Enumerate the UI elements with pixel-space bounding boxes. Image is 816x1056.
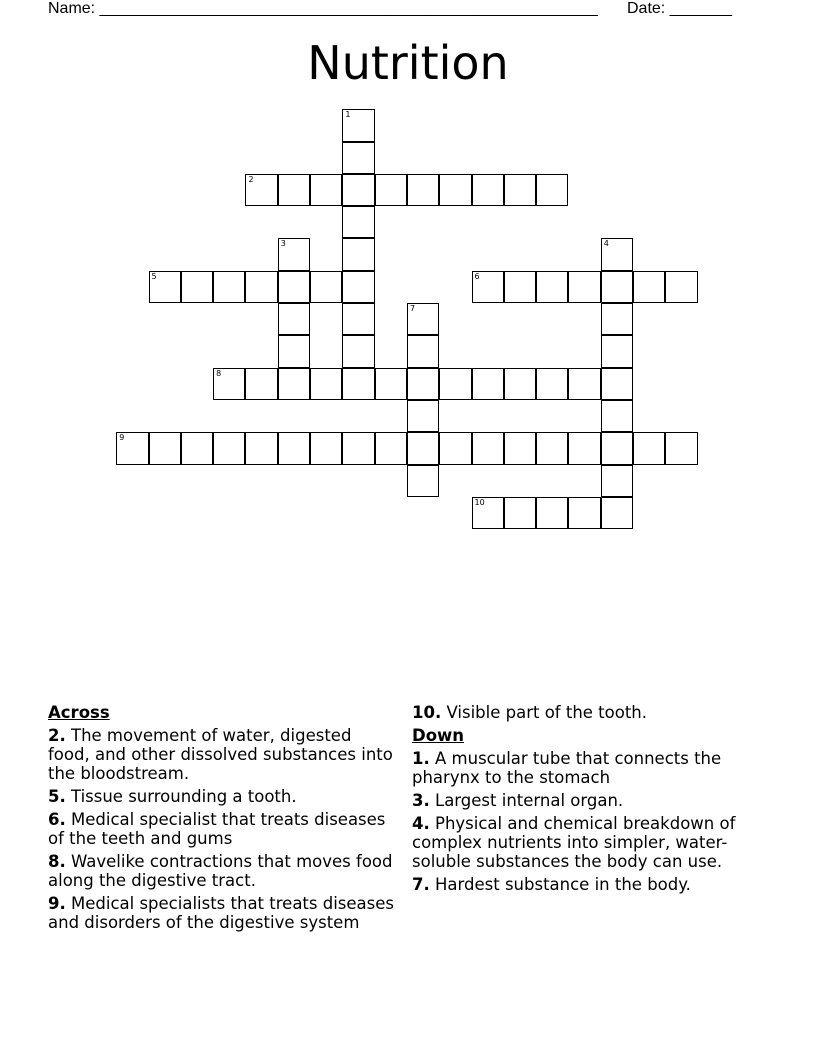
grid-cell[interactable] [472,497,504,529]
clue-num: 4. [412,814,430,833]
grid-cell[interactable] [278,271,310,303]
grid-cell[interactable] [375,174,407,206]
clue-item [412,875,772,894]
grid-cell[interactable] [213,368,245,400]
clue-num: 3. [412,791,430,810]
grid-cell[interactable] [568,271,600,303]
grid-cell[interactable] [342,271,374,303]
grid-cell[interactable] [342,432,374,464]
grid-cell[interactable] [310,271,342,303]
clue-num: 10. [412,703,442,722]
down-clues [412,703,772,898]
grid-cell[interactable] [407,400,439,432]
grid-cell[interactable] [407,303,439,335]
clue-number: 4 [603,239,609,249]
grid-cell[interactable] [536,432,568,464]
grid-cell[interactable] [601,238,633,270]
clue-number: 7 [409,304,416,314]
grid-cell[interactable] [245,432,277,464]
clue-text: Hardest substance in the body. [435,875,691,894]
grid-cell[interactable] [278,303,310,335]
grid-cell[interactable] [310,432,342,464]
page-title: Nutrition [307,36,509,90]
grid-cell[interactable] [439,432,471,464]
grid-cell[interactable] [342,335,374,367]
grid-cell[interactable] [665,271,697,303]
grid-cell[interactable] [375,368,407,400]
clue-number: 1 [345,110,351,120]
clue-item [48,726,398,783]
grid-cell[interactable] [278,238,310,270]
down-heading: Down [412,726,465,745]
clue-text: Wavelike contractions that moves food along the digestive tract. [48,852,393,890]
across-clues [48,703,398,936]
clue-number: 3 [280,239,286,249]
clue-num: 9. [48,894,66,913]
grid-cell[interactable] [472,271,504,303]
clue-number: 5 [151,271,157,281]
clue-text: Largest internal organ. [435,791,624,810]
grid-cell[interactable] [342,303,374,335]
grid-cell[interactable] [407,335,439,367]
grid-cell[interactable] [213,432,245,464]
grid-cell[interactable] [278,432,310,464]
grid-cell[interactable] [568,432,600,464]
across-heading: Across [48,703,110,722]
name-field [48,0,598,18]
grid-cell[interactable] [407,432,439,464]
date-blank: _______ [669,0,732,17]
clue-num: 8. [48,852,66,871]
grid-cell[interactable] [439,368,471,400]
grid-cell[interactable] [536,497,568,529]
grid-cell[interactable] [149,432,181,464]
grid-cell[interactable] [568,497,600,529]
grid-cell[interactable] [472,174,504,206]
clue-text: Medical specialists that treats diseases and disorders of the digestive system [48,894,394,932]
grid-cell[interactable] [181,432,213,464]
grid-cell[interactable] [342,109,374,141]
grid-cell[interactable] [601,432,633,464]
grid-cell[interactable] [245,271,277,303]
grid-cell[interactable] [472,432,504,464]
grid-cell[interactable] [633,271,665,303]
grid-cell[interactable] [342,174,374,206]
grid-cell[interactable] [342,368,374,400]
grid-cell[interactable] [245,174,277,206]
clue-item [412,791,772,810]
grid-cell[interactable] [601,335,633,367]
clue-item [412,749,772,787]
grid-cell[interactable] [245,368,277,400]
grid-cell[interactable] [601,271,633,303]
grid-cell[interactable] [601,303,633,335]
grid-cell[interactable] [181,271,213,303]
grid-cell[interactable] [504,174,536,206]
grid-cell[interactable] [407,368,439,400]
grid-cell[interactable] [116,432,148,464]
grid-cell[interactable] [536,368,568,400]
grid-cell[interactable] [375,432,407,464]
clue-number: 6 [474,271,480,281]
grid-cell[interactable] [601,400,633,432]
clue-text: Visible part of the tooth. [446,703,648,722]
clue-number: 9 [119,433,125,443]
clue-text: Medical specialist that treats diseases of the teeth and gums [48,810,386,848]
grid-cell[interactable] [472,368,504,400]
grid-cell[interactable] [439,174,471,206]
grid-cell[interactable] [342,142,374,174]
clue-item [48,810,398,848]
grid-cell[interactable] [504,271,536,303]
grid-cell[interactable] [149,271,181,303]
clue-num: 5. [48,787,66,806]
clue-number: 10 [474,497,485,507]
grid-cell[interactable] [504,432,536,464]
clue-item [48,787,398,806]
clue-num: 1. [412,749,430,768]
clue-text: The movement of water, digested food, and other dissolved substances into the bloodstream. [48,726,393,783]
name-blank: ________________________________________________________ [99,0,598,17]
clue-num: 6. [48,810,66,829]
clue-text: Tissue surrounding a tooth. [71,787,297,806]
clue-text: Physical and chemical breakdown of complex nutrients into simpler, water-soluble substances the body can use. [412,814,736,871]
clue-number: 8 [216,368,222,378]
grid-cell[interactable] [601,368,633,400]
grid-cell[interactable] [601,465,633,497]
clue-text: A muscular tube that connects the pharynx to the stomach [412,749,722,787]
clue-item [412,703,772,722]
grid-cell[interactable] [504,368,536,400]
grid-cell[interactable] [504,497,536,529]
grid-cell[interactable] [407,174,439,206]
grid-cell[interactable] [310,174,342,206]
grid-cell[interactable] [278,174,310,206]
grid-cell[interactable] [342,238,374,270]
grid-cell[interactable] [536,174,568,206]
date-field [627,0,732,18]
grid-cell[interactable] [342,206,374,238]
grid-cell[interactable] [310,368,342,400]
name-label: Name: [48,0,96,17]
clue-num: 7. [412,875,430,894]
grid-cell[interactable] [568,368,600,400]
grid-cell[interactable] [536,271,568,303]
clue-num: 2. [48,726,66,745]
clue-item [412,814,772,871]
clue-number: 2 [248,174,254,184]
grid-cell[interactable] [213,271,245,303]
grid-cell[interactable] [278,335,310,367]
grid-cell[interactable] [633,432,665,464]
date-label: Date: [627,0,666,17]
grid-cell[interactable] [601,497,633,529]
grid-cell[interactable] [407,465,439,497]
grid-cell[interactable] [665,432,697,464]
clue-item [48,852,398,890]
grid-cell[interactable] [278,368,310,400]
clue-item [48,894,398,932]
